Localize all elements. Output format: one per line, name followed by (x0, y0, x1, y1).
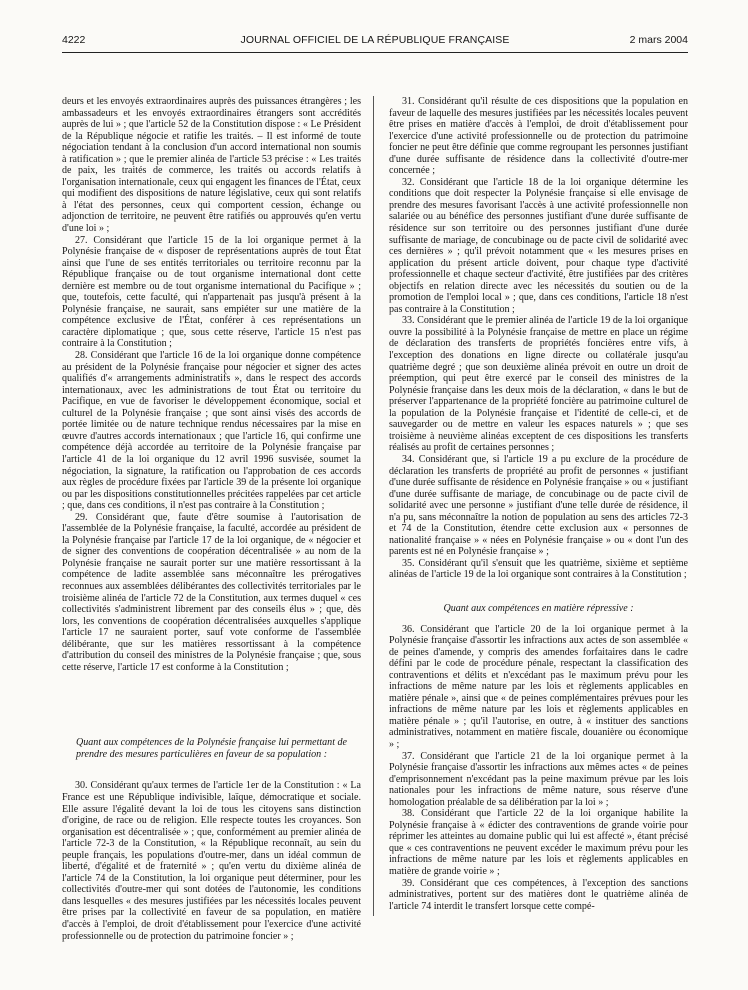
page-header (62, 34, 688, 50)
section-heading-repressive: Quant aux compétences en matière répressive : (443, 602, 634, 614)
paragraph-35: 35. Considérant qu'il s'ensuit que les quatrième, sixième et septième alinéas de l'article 19 de la loi organique sont contraires à la Constitution ; (389, 557, 688, 581)
page-number: 4222 (62, 34, 86, 46)
paragraph-34: 34. Considérant que, si l'article 19 a pu exclure de la procédure de déclaration les transferts de propriété au profit de personnes « justifiant d'une durée suffisante de résidence en Polynésie française » ou « justifiant d'une durée suffisante de mariage, de concubinage ou de pacte civil de solidarité avec une personne » justifiant d'une telle durée de résidence, il n'a pu, sans méconnaître la notion de population au sens des articles 72-3 et 74 de la Constitution, étendre cette exclusion aux « personnes de nationalité française » « nées en Polynésie française » ou « dont l'un des parents est né en Polynésie française » ; (389, 453, 688, 558)
paragraph-37: 37. Considérant que l'article 21 de la loi organique permet à la Polynésie française d'assortir les infractions aux mêmes actes « de peines d'emprisonnement n'excédant pas la peine maximum prévue par les lois nationales pour les infractions de même nature, sous réserve d'une homologation préalable de sa délibération par la loi » ; (389, 750, 688, 808)
paragraph-27: 27. Considérant que l'article 15 de la loi organique permet à la Polynésie française de « disposer de représentations auprès de tout État ainsi que l'une de ses entités territoriales ou territoire reconnu par la République française ou de tout organisme international dont cette dernière est membre ou de tout organisme international du Pacifique » ; que, toutefois, cette faculté, qui n'appartenait pas jusqu'à présent à la Polynésie française, ne saurait, sans empiéter sur une matière de la compétence exclusive de l'État, conférer à ces représentations un caractère diplomatique ; que, sous cette réserve, l'article 15 n'est pas contraire à la Constitution ; (62, 234, 361, 350)
right-column (389, 96, 688, 912)
paragraph-29: 29. Considérant que, faute d'être soumise à l'autorisation de l'assemblée de la Polynésie française, la faculté, accordée au président de la Polynésie française par l'article 17 de la loi organique, de « négocier et de signer des conventions de coopération décentralisée » au nom de la Polynésie française ne saurait porter sur une matière ressortissant à la compétence de ladite assemblée sans méconnaître les prérogatives reconnues aux assemblées délibérantes des collectivités territoriales par le troisième alinéa de l'article 72 de la Constitution, aux termes duquel « ces collectivités s'administrent librement par des conseils élus » ; que, dès lors, les conventions de coopération décentralisées auxquelles s'applique l'article 17 ne sauraient porter, sauf vote conforme de l'assemblée délibérante, que sur les matières ressortissant à la compétence d'attribution du conseil des ministres de la Polynésie française ; que, sous cette réserve, l'article 17 est conforme à la Constitution ; (62, 511, 361, 673)
paragraph-31: 31. Considérant qu'il résulte de ces dispositions que la population en faveur de laquelle des mesures justifiées par les nécessités locales peuvent être prises en matière d'accès à l'emploi, de droit d'établissement pour l'exercice d'une activité professionnelle ou de protection du patrimoine foncier ne peut être définie que comme regroupant les personnes justifiant d'une durée suffisante de résidence dans la collectivité d'outre-mer concernée ; (389, 96, 688, 177)
section-heading-population: Quant aux compétences de la Polynésie française lui permettant de prendre des mesures particulières en faveur de sa population : (76, 737, 347, 760)
paragraph-32: 32. Considérant que l'article 18 de la loi organique détermine les conditions que doit respecter la Polynésie française si elle envisage de prendre des mesures favorisant l'accès à une activité professionnelle non salariée ou au bénéfice des personnes justifiant d'une durée suffisante de résidence sur son territoire ou des personnes justifiant d'une durée suffisante de mariage, de concubinage ou de pacte civil de solidarité avec ces dernières » ; qu'il prévoit notamment que « les mesures prises en application du présent article doivent, pour chaque type d'activité professionnelle et chaque secteur d'activité, être justifiées par des critères objectifs en relation directe avec les nécessités du soutien ou de la promotion de l'emploi local » ; que, dans ces conditions, l'article 18 n'est pas contraire à la Constitution ; (389, 176, 688, 315)
paragraph-continuation: deurs et les envoyés extraordinaires auprès des puissances étrangères ; les ambassadeurs et les envoyés extraordinaires étrangers sont accrédités auprès de lui » ; que l'article 52 de la Constitution dispose : « Le Président de la République négocie et ratifie les traités. – Il est informé de toute négociation tendant à la conclusion d'un accord international non soumis à ratification » ; que le premier alinéa de l'article 53 précise : « Les traités de paix, les traités de commerce, les traités ou accords relatifs à l'organisation internationale, ceux qui engagent les finances de l'État, ceux qui modifient des dispositions de nature législative, ceux qui sont relatifs à l'état des personnes, ceux qui comportent cession, échange ou adjonction de territoire, ne peuvent être ratifiés ou approuvés qu'en vertu d'une loi » ; (62, 96, 361, 235)
header-rule (62, 52, 688, 53)
paragraph-33: 33. Considérant que le premier alinéa de l'article 19 de la loi organique ouvre la possibilité à la Polynésie française de mettre en place un régime de déclaration des transferts de propriétés foncières entre vifs, à l'exception des donations en ligne directe ou collatérale jusqu'au quatrième degré ; que son deuxième alinéa prévoit en outre un droit de préemption, qui peut être exercé par le conseil des ministres de la Polynésie française dans les deux mois de la déclaration, « dans le but de préserver l'appartenance de la propriété foncière au patrimoine culturel de la population de la Polynésie française et l'identité de celle-ci, et de sauvegarder ou de mettre en valeur les espaces naturels » ; que ses troisième à neuvième alinéas exceptent de ces dispositions les transferts réalisés au profit de certaines personnes ; (389, 315, 688, 454)
paragraph-36: 36. Considérant que l'article 20 de la loi organique permet à la Polynésie française d'assortir les infractions aux actes de son assemblée « de peines d'amende, y compris des amendes forfaitaires dans le cadre défini par le code de procédure pénale, respectant la classification des contraventions et délits et n'excédant pas le maximum prévu pour les infractions de même nature par les lois et règlements applicables en matière pénale », ainsi que « de peines complémentaires prévues pour les infractions de même nature par les lois et règlements applicables en matière pénale » ; qu'il l'autorise, en outre, à « instituer des sanctions administratives, notamment en matière fiscale, douanière ou économique » ; (389, 623, 688, 750)
paragraph-39: 39. Considérant que ces compétences, à l'exception des sanctions administratives, portent sur des matières dont le quatrième alinéa de l'article 74 interdit le transfert lorsque cette compé- (389, 877, 688, 912)
paragraph-30: 30. Considérant qu'aux termes de l'article 1er de la Constitution : « La France est une République indivisible, laïque, démocratique et sociale. Elle assure l'égalité devant la loi de tous les citoyens sans distinction d'origine, de race ou de religion. Elle respecte toutes les croyances. Son organisation est décentralisée » ; que, conformément au premier alinéa de l'article 72-3 de la Constitution, « la République reconnaît, au sein du peuple français, les populations d'outre-mer, dans un idéal commun de liberté, d'égalité et de fraternité » ; qu'en vertu du dixième alinéa de l'article 74 de la Constitution, la loi organique peut déterminer, pour les collectivités d'outre-mer qui sont dotées de l'autonomie, les conditions dans lesquelles « des mesures justifiées par les nécessités locales peuvent être prises par la collectivité en faveur de sa population, en matière d'accès à l'emploi, de droit d'établissement pour l'exercice d'une activité professionnelle ou de protection du patrimoine foncier » ; (62, 780, 361, 942)
left-column (62, 96, 361, 942)
paragraph-28: 28. Considérant que l'article 16 de la loi organique donne compétence au président de la Polynésie française pour négocier et signer des actes qualifiés d'« arrangements administratifs », dans le respect des accords internationaux, avec les administrations de tout État ou territoire du Pacifique, en vue de favoriser le développement économique, social et culturel de la Polynésie française ; que sont ainsi visés des accords de portée limitée ou de nature technique rendus nécessaires par la mise en œuvre d'autres accords internationaux ; que l'article 16, qui confirme une compétence déjà accordée au territoire de la Polynésie française par l'article 41 de la loi organique du 12 avril 1996 susvisée, soumet la négociation, la signature, la ratification ou l'approbation de ces accords aux règles de procédure fixées par l'article 39 de la présente loi organique ou par les dispositions constitutionnelles précitées rappelées par cet article ; que, dans ces conditions, il n'est pas contraire à la Constitution ; (62, 350, 361, 512)
journal-title: JOURNAL OFFICIEL DE LA RÉPUBLIQUE FRANÇAISE (240, 34, 510, 46)
issue-date: 2 mars 2004 (629, 34, 688, 46)
paragraph-38: 38. Considérant que l'article 22 de la loi organique habilite la Polynésie française à « édicter des contraventions de grande voirie pour réprimer les atteintes au domaine public qui lui est affecté », étant précisé que « ces contraventions ne peuvent excéder le maximum prévu pour les infractions de même nature par les lois et règlements applicables en matière de grande voirie » ; (389, 808, 688, 877)
column-divider (373, 96, 374, 916)
